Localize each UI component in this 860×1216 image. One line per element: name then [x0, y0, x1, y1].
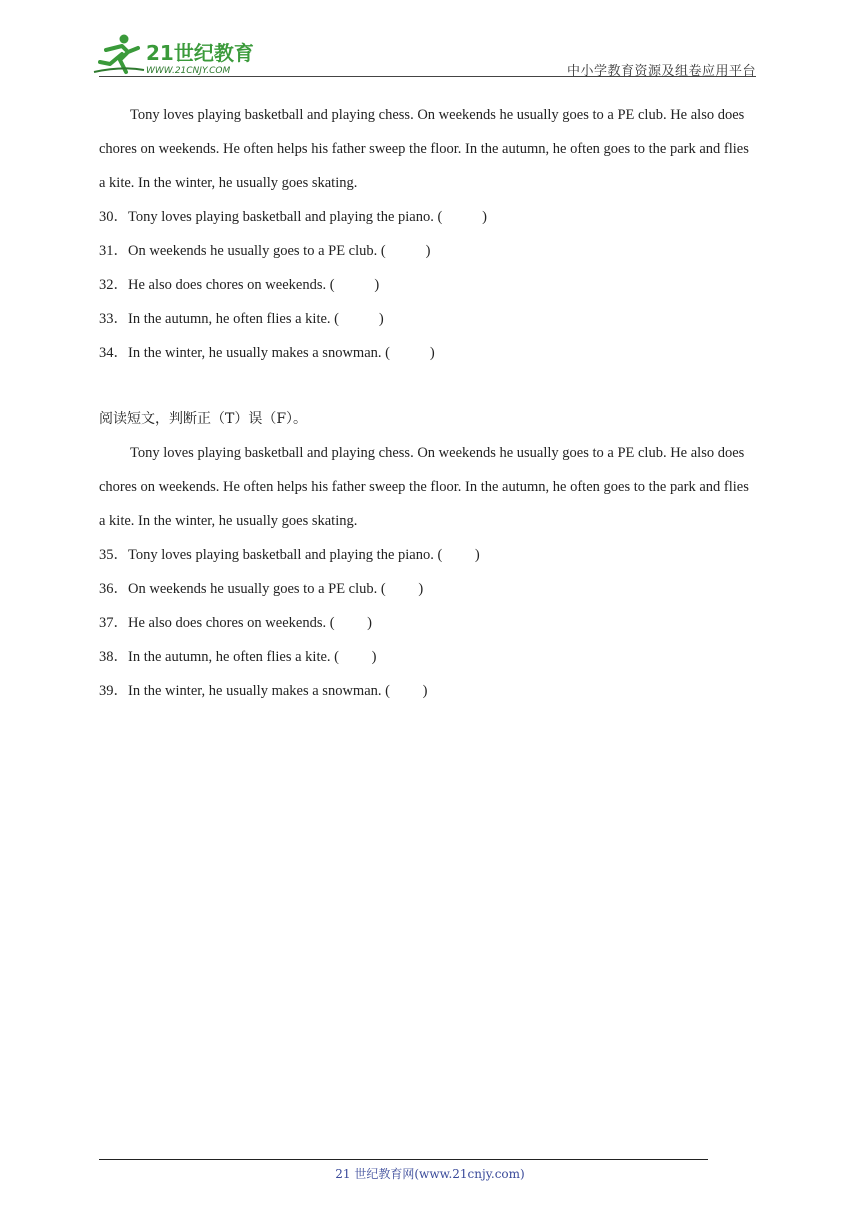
question-36: 36．On weekends he usually goes to a PE club. ( ): [99, 581, 424, 597]
question-35: 35．Tony loves playing basketball and playing the piano. ( ): [99, 547, 480, 563]
footer-divider: [99, 1159, 708, 1160]
page-header: [0, 0, 860, 80]
question-31: 31．On weekends he usually goes to a PE club. ( ): [99, 243, 431, 259]
logo-sub-text: WWW.21CNJY.COM: [146, 66, 231, 76]
logo-main-text: 21世纪教育: [146, 41, 254, 65]
question-38: 38．In the autumn, he often flies a kite. ( ): [99, 649, 377, 665]
passage-1: Tony loves playing basketball and playing chess. On weekends he usually goes to a PE club. He also does chores on weekends. He often helps his father sweep the floor. In the autumn, he often goes to the park and flies a kite. In the winter, he usually goes skating.: [99, 107, 749, 191]
footer-text: 21 世纪教育网(www.21cnjy.com): [335, 1167, 525, 1181]
question-37: 37．He also does chores on weekends. ( ): [99, 615, 373, 631]
question-39: 39．In the winter, he usually makes a snowman. ( ): [99, 683, 428, 699]
site-logo: [92, 30, 262, 80]
passage-2: Tony loves playing basketball and playing chess. On weekends he usually goes to a PE club. He also does chores on weekends. He often helps his father sweep the floor. In the autumn, he often goes to the park and flies a kite. In the winter, he usually goes skating.: [99, 445, 749, 529]
section-1: [99, 98, 756, 370]
instruction: 阅读短文，判断正（T）误（F）。: [99, 411, 308, 427]
platform-name: 中小学教育资源及组卷应用平台: [566, 64, 756, 79]
question-30: 30．Tony loves playing basketball and playing the piano. ( ): [99, 209, 487, 225]
question-34: 34．In the winter, he usually makes a snowman. ( ): [99, 345, 435, 361]
section-2: [99, 402, 756, 708]
runner-icon: [94, 35, 144, 73]
header-divider: [99, 76, 756, 77]
question-33: 33．In the autumn, he often flies a kite. ( ): [99, 311, 384, 327]
question-32: 32．He also does chores on weekends. ( ): [99, 277, 380, 293]
